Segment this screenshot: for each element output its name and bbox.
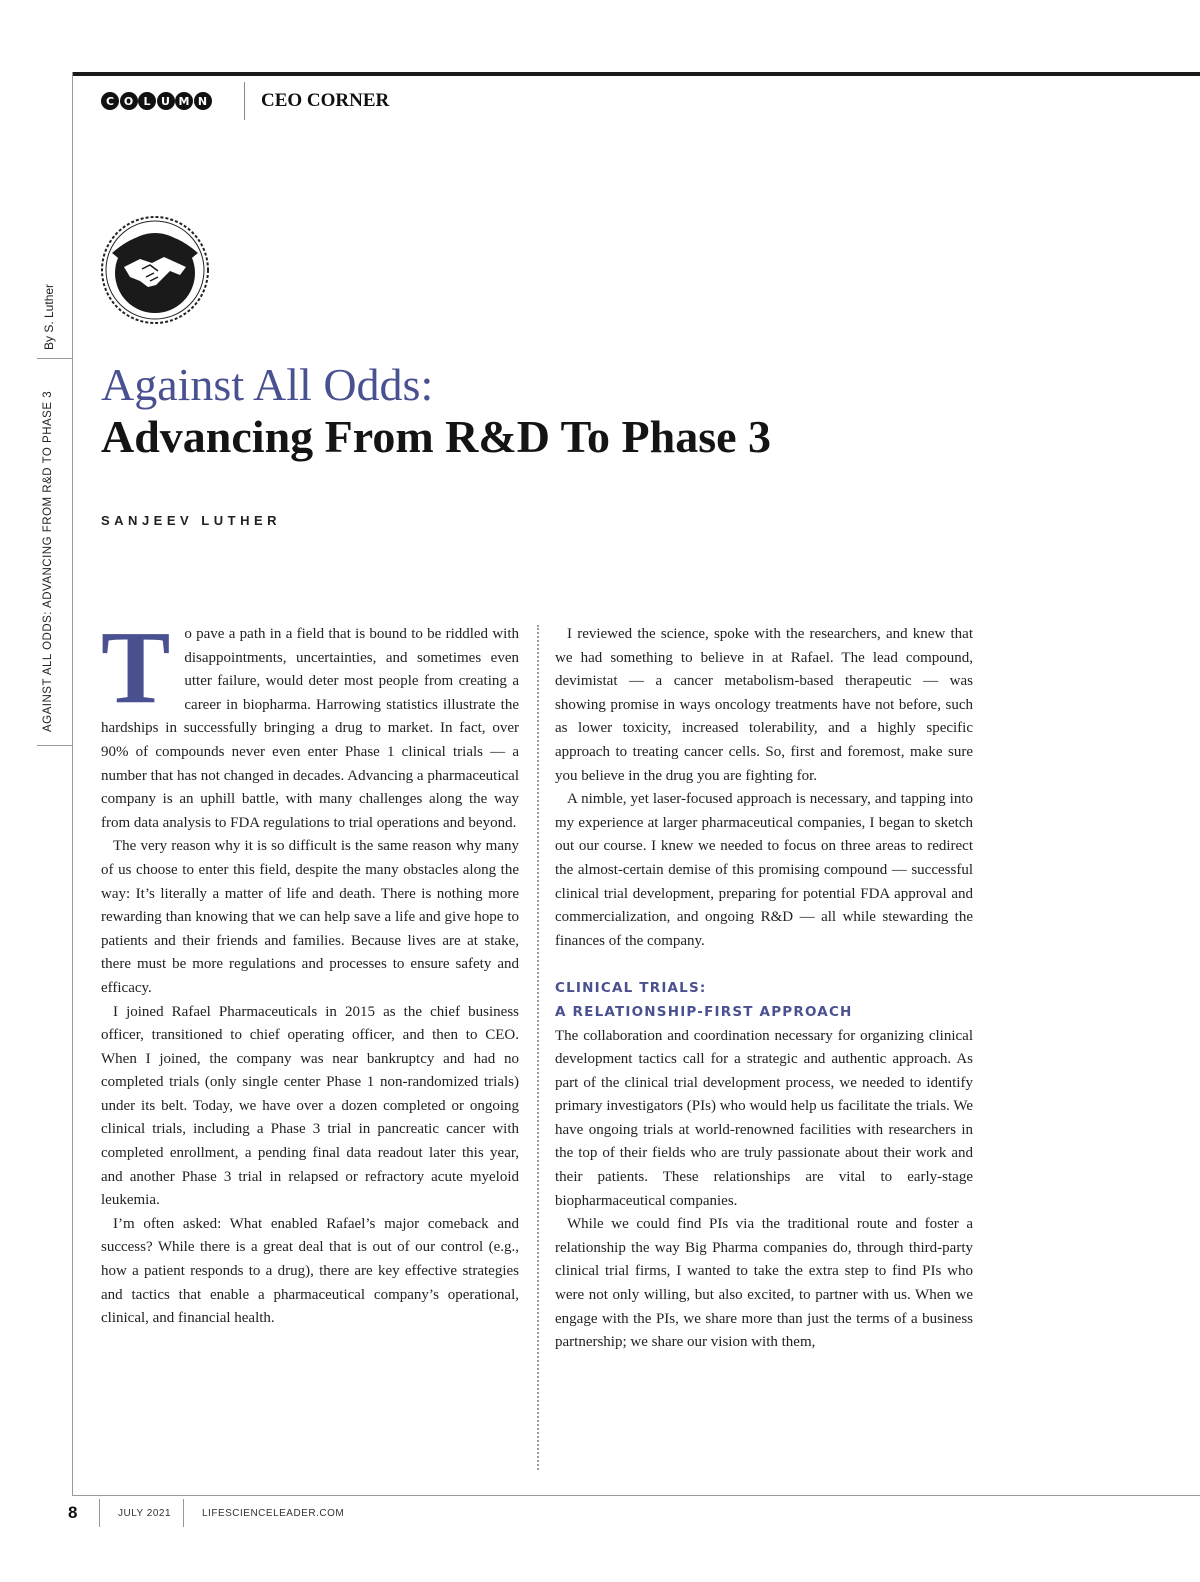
article-paragraph: While we could find PIs via the traditional route and foster a relationship the way Big Pharma companies do, through third-party clinical trial firms, I wanted to take the extra step to find PIs who were not only willing, but also excited, to partner with us. When we engage with the PIs, we share more than just the terms of a business partnership; we share our vision with them, xyxy=(555,1216,973,1351)
column-tag-letter: U xyxy=(157,92,175,110)
column-tag xyxy=(101,92,212,110)
column-tag-letter: L xyxy=(138,92,156,110)
website-link[interactable]: LIFESCIENCELEADER.COM xyxy=(202,1508,345,1519)
article-paragraph xyxy=(101,610,519,835)
article-paragraph: I’m often asked: What enabled Rafael’s major comeback and success? While there is a great deal that is out of our control (e.g., how a patient responds to a drug), there are key effective strategies and tactics that enable a pharmaceutical company’s operational, clinical, and financial health. xyxy=(101,1215,519,1327)
article-paragraph: The very reason why it is so difficult is the same reason why many of us choose to enter this field, despite the many obstacles along the way: It’s literally a matter of life and death. There is nothing more rewarding than knowing that we can help save a life and give hope to patients and their friends and families. Because lives are at stake, there must be more regulations and processes to ensure safety and efficacy. xyxy=(101,838,519,996)
column-tag-letter: N xyxy=(194,92,212,110)
top-rule xyxy=(72,72,1200,76)
paragraph-text: o pave a path in a field that is bound to be riddled with disappointments, uncertainties, and sometimes even utter failure, would deter most people from creating a career in biopharma. Harrowing statistics illustrate the hardships in successfully bringing a drug to market. In fact, over 90% of compounds never even enter Phase 1 clinical trials — a number that has not changed in decades. Advancing a pharmaceutical company is an uphill battle, with many challenges along the way from data analysis to FDA regulations to trial operations and beyond. xyxy=(101,626,519,831)
column-divider xyxy=(537,625,539,1470)
article-title-line1: Against All Odds: xyxy=(101,359,434,410)
subhead-line: CLINICAL TRIALS: xyxy=(555,980,707,997)
article-column-right xyxy=(555,623,973,1355)
header-divider xyxy=(244,82,245,120)
footer-rule xyxy=(72,1495,1200,1496)
left-margin-rule xyxy=(72,72,73,1496)
article-title-line2: Advancing From R&D To Phase 3 xyxy=(101,411,772,462)
article-paragraph: I joined Rafael Pharmaceuticals in 2015 as the chief business officer, transitioned to chief operating officer, and then to CEO. When I joined, the company was near bankruptcy and had no completed trials (only single center Phase 1 non-randomized trials) under its belt. Today, we have over a dozen completed or ongoing clinical trials, including a Phase 3 trial in pancreatic cancer with completed enrollment, a pending final data readout later this year, and another Phase 3 trial in relapsed or refractory acute myeloid leukemia. xyxy=(101,1003,519,1209)
page-number: 8 xyxy=(68,1503,78,1522)
column-tag-letter: C xyxy=(101,92,119,110)
article-author: SANJEEV LUTHER xyxy=(101,513,282,528)
sidebar-separator xyxy=(37,745,73,746)
column-tag-letter: M xyxy=(175,92,193,110)
article-paragraph: The collaboration and coordination necessary for organizing clinical development tactics call for a strategic and authentic approach. As part of the clinical trial development process, we needed to identify primary investigators (PIs) who would help us facilitate the trials. We have ongoing trials at world-renowned facilities with researchers in the top of their fields who are truly passionate about their work and their patients. These relationships are vital to early-stage biopharmaceutical companies. xyxy=(555,1027,973,1209)
running-title: AGAINST ALL ODDS: ADVANCING FROM R&D TO PHASE 3 xyxy=(42,390,54,732)
article-paragraph: I reviewed the science, spoke with the researchers, and knew that we had something to believe in at Rafael. The lead compound, devimistat — a cancer metabolism-based therapeutic — was showing promise in ways oncology treatments have not before, such as lower toxicity, increased tolerability, and a highly specific approach to treating cancer cells. So, first and foremost, make sure you believe in the drug you are fighting for. xyxy=(555,626,973,784)
sidebar-byline: By S. Luther xyxy=(42,283,56,350)
section-name: CEO CORNER xyxy=(261,90,390,111)
subhead-line: A RELATIONSHIP-FIRST APPROACH xyxy=(555,1003,853,1020)
issue-date: JULY 2021 xyxy=(118,1508,172,1519)
article-column-left xyxy=(101,610,519,1331)
handshake-icon xyxy=(100,215,210,325)
column-tag-letter: O xyxy=(120,92,138,110)
footer-separator xyxy=(183,1499,184,1527)
article-paragraph: A nimble, yet laser-focused approach is necessary, and tapping into my experience at larger pharmaceutical companies, I began to sketch out our course. I knew we needed to focus on three areas to redirect the almost-certain demise of this promising compound — successful clinical trial development, preparing for potential FDA approval and commercialization, and ongoing R&D — all while stewarding the finances of the company. xyxy=(555,791,973,949)
section-subhead xyxy=(555,977,973,1024)
sidebar-separator xyxy=(37,358,73,359)
drop-cap: T xyxy=(101,610,171,725)
footer-separator xyxy=(99,1499,100,1527)
